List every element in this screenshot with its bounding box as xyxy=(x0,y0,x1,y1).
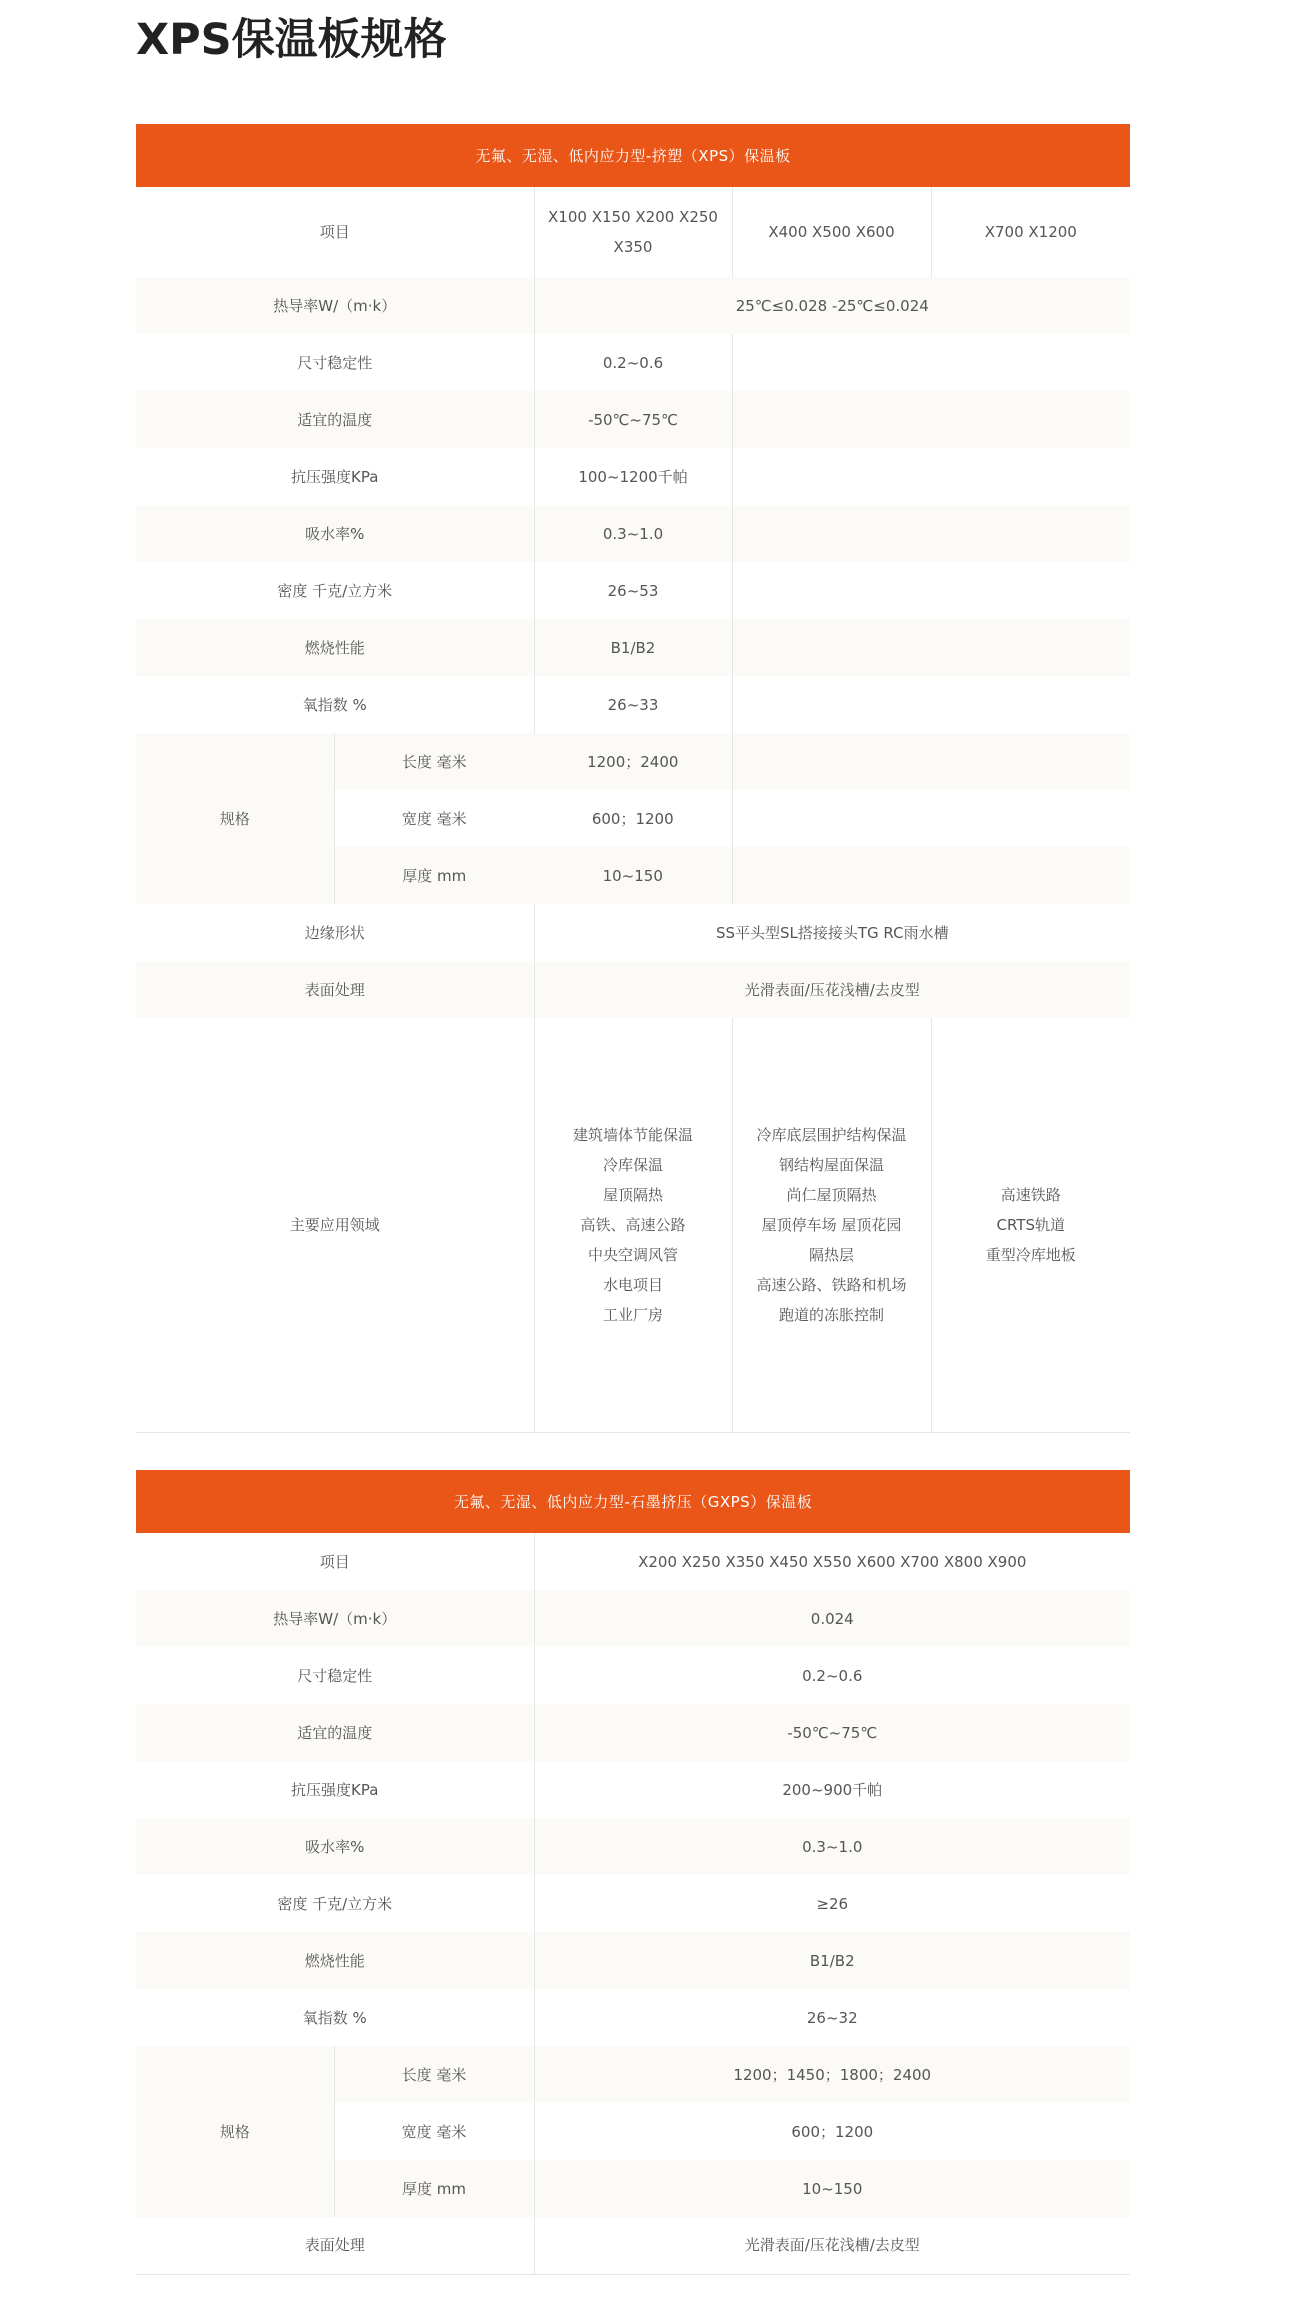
row-label: 表面处理 xyxy=(136,961,534,1018)
table-row xyxy=(136,904,1130,961)
row-value: 光滑表面/压花浅槽/去皮型 xyxy=(534,961,1130,1018)
table-row xyxy=(136,448,1130,505)
empty-cell xyxy=(732,448,1130,505)
table-row xyxy=(136,1647,1130,1704)
table-row xyxy=(136,1761,1130,1818)
row-value: 600；1200 xyxy=(534,790,732,847)
row-value: 0.2~0.6 xyxy=(534,334,732,391)
row-value: 0.024 xyxy=(534,1590,1130,1647)
row-label: 边缘形状 xyxy=(136,904,534,961)
row-label: 长度 毫米 xyxy=(334,2046,534,2103)
table-banner: 无氟、无湿、低内应力型-石墨挤压（GXPS）保温板 xyxy=(136,1470,1130,1533)
row-label: 吸水率% xyxy=(136,1818,534,1875)
row-label: 尺寸稳定性 xyxy=(136,334,534,391)
row-value: 25℃≤0.028 -25℃≤0.024 xyxy=(534,277,1130,334)
table-row xyxy=(136,1818,1130,1875)
grade-column-3: X700 X1200 xyxy=(931,187,1130,277)
table-header-row xyxy=(136,187,1130,277)
row-value: 1200；2400 xyxy=(534,733,732,790)
table-row xyxy=(136,619,1130,676)
row-value: 600；1200 xyxy=(534,2103,1130,2160)
table-row xyxy=(136,1875,1130,1932)
empty-cell xyxy=(732,733,1130,790)
row-value: 0.3~1.0 xyxy=(534,505,732,562)
table-row xyxy=(136,334,1130,391)
spec-group-label: 规格 xyxy=(136,733,334,904)
row-value: 1200；1450；1800；2400 xyxy=(534,2046,1130,2103)
table-banner: 无氟、无湿、低内应力型-挤塑（XPS）保温板 xyxy=(136,124,1130,187)
row-value: 200~900千帕 xyxy=(534,1761,1130,1818)
table-row xyxy=(136,961,1130,1018)
row-label: 项目 xyxy=(136,187,534,277)
row-value: ≥26 xyxy=(534,1875,1130,1932)
row-label: 表面处理 xyxy=(136,2217,534,2274)
empty-cell xyxy=(732,676,1130,733)
table-row xyxy=(136,1704,1130,1761)
row-label: 宽度 毫米 xyxy=(334,790,534,847)
row-label: 长度 毫米 xyxy=(334,733,534,790)
row-value: B1/B2 xyxy=(534,619,732,676)
empty-cell xyxy=(732,790,1130,847)
applications-column-1: 建筑墙体节能保温 冷库保温 屋顶隔热 高铁、高速公路 中央空调风管 水电项目 工业厂房 xyxy=(534,1018,732,1432)
spec-group-label: 规格 xyxy=(136,2046,334,2217)
row-label: 氧指数 % xyxy=(136,676,534,733)
row-value: 26~32 xyxy=(534,1989,1130,2046)
gxps-spec-table xyxy=(136,1470,1130,2275)
row-label: 厚度 mm xyxy=(334,847,534,904)
row-label: 项目 xyxy=(136,1533,534,1590)
table-header-row xyxy=(136,1533,1130,1590)
page-title: XPS保温板规格 xyxy=(136,15,447,65)
row-label: 适宜的温度 xyxy=(136,391,534,448)
row-label: 主要应用领域 xyxy=(136,1018,534,1432)
grade-column: X200 X250 X350 X450 X550 X600 X700 X800 X900 xyxy=(534,1533,1130,1590)
row-value: B1/B2 xyxy=(534,1932,1130,1989)
row-label: 抗压强度KPa xyxy=(136,1761,534,1818)
row-label: 适宜的温度 xyxy=(136,1704,534,1761)
applications-row xyxy=(136,1018,1130,1432)
applications-column-3: 高速铁路 CRTS轨道 重型冷库地板 xyxy=(931,1018,1130,1432)
row-label: 厚度 mm xyxy=(334,2160,534,2217)
row-value: 0.2~0.6 xyxy=(534,1647,1130,1704)
row-value: -50℃~75℃ xyxy=(534,391,732,448)
table-row xyxy=(136,2217,1130,2274)
row-label: 氧指数 % xyxy=(136,1989,534,2046)
row-label: 热导率W/（m·k） xyxy=(136,1590,534,1647)
applications-column-2: 冷库底层围护结构保温 钢结构屋面保温 尚仁屋顶隔热 屋顶停车场 屋顶花园 隔热层 高速公路、铁路和机场 跑道的冻胀控制 xyxy=(732,1018,931,1432)
row-value: 光滑表面/压花浅槽/去皮型 xyxy=(534,2217,1130,2274)
table-row xyxy=(136,1932,1130,1989)
grade-column-1: X100 X150 X200 X250 X350 xyxy=(534,187,732,277)
table-row xyxy=(136,391,1130,448)
row-label: 宽度 毫米 xyxy=(334,2103,534,2160)
row-label: 燃烧性能 xyxy=(136,619,534,676)
table-row xyxy=(136,2046,1130,2103)
row-label: 密度 千克/立方米 xyxy=(136,1875,534,1932)
empty-cell xyxy=(732,334,1130,391)
row-value: -50℃~75℃ xyxy=(534,1704,1130,1761)
row-value: 26~33 xyxy=(534,676,732,733)
row-value: SS平头型SL搭接接头TG RC雨水槽 xyxy=(534,904,1130,961)
row-label: 燃烧性能 xyxy=(136,1932,534,1989)
grade-column-2: X400 X500 X600 xyxy=(732,187,931,277)
table-row xyxy=(136,505,1130,562)
row-label: 密度 千克/立方米 xyxy=(136,562,534,619)
table-row xyxy=(136,562,1130,619)
empty-cell xyxy=(732,391,1130,448)
row-label: 热导率W/（m·k） xyxy=(136,277,534,334)
row-label: 吸水率% xyxy=(136,505,534,562)
empty-cell xyxy=(732,619,1130,676)
row-value: 10~150 xyxy=(534,2160,1130,2217)
table-row xyxy=(136,277,1130,334)
row-value: 100~1200千帕 xyxy=(534,448,732,505)
table-row xyxy=(136,1989,1130,2046)
table-row xyxy=(136,676,1130,733)
row-label: 尺寸稳定性 xyxy=(136,1647,534,1704)
xps-spec-table xyxy=(136,124,1130,1433)
table-row xyxy=(136,1590,1130,1647)
empty-cell xyxy=(732,847,1130,904)
row-label: 抗压强度KPa xyxy=(136,448,534,505)
empty-cell xyxy=(732,505,1130,562)
row-value: 26~53 xyxy=(534,562,732,619)
row-value: 10~150 xyxy=(534,847,732,904)
row-value: 0.3~1.0 xyxy=(534,1818,1130,1875)
empty-cell xyxy=(732,562,1130,619)
table-row xyxy=(136,733,1130,790)
